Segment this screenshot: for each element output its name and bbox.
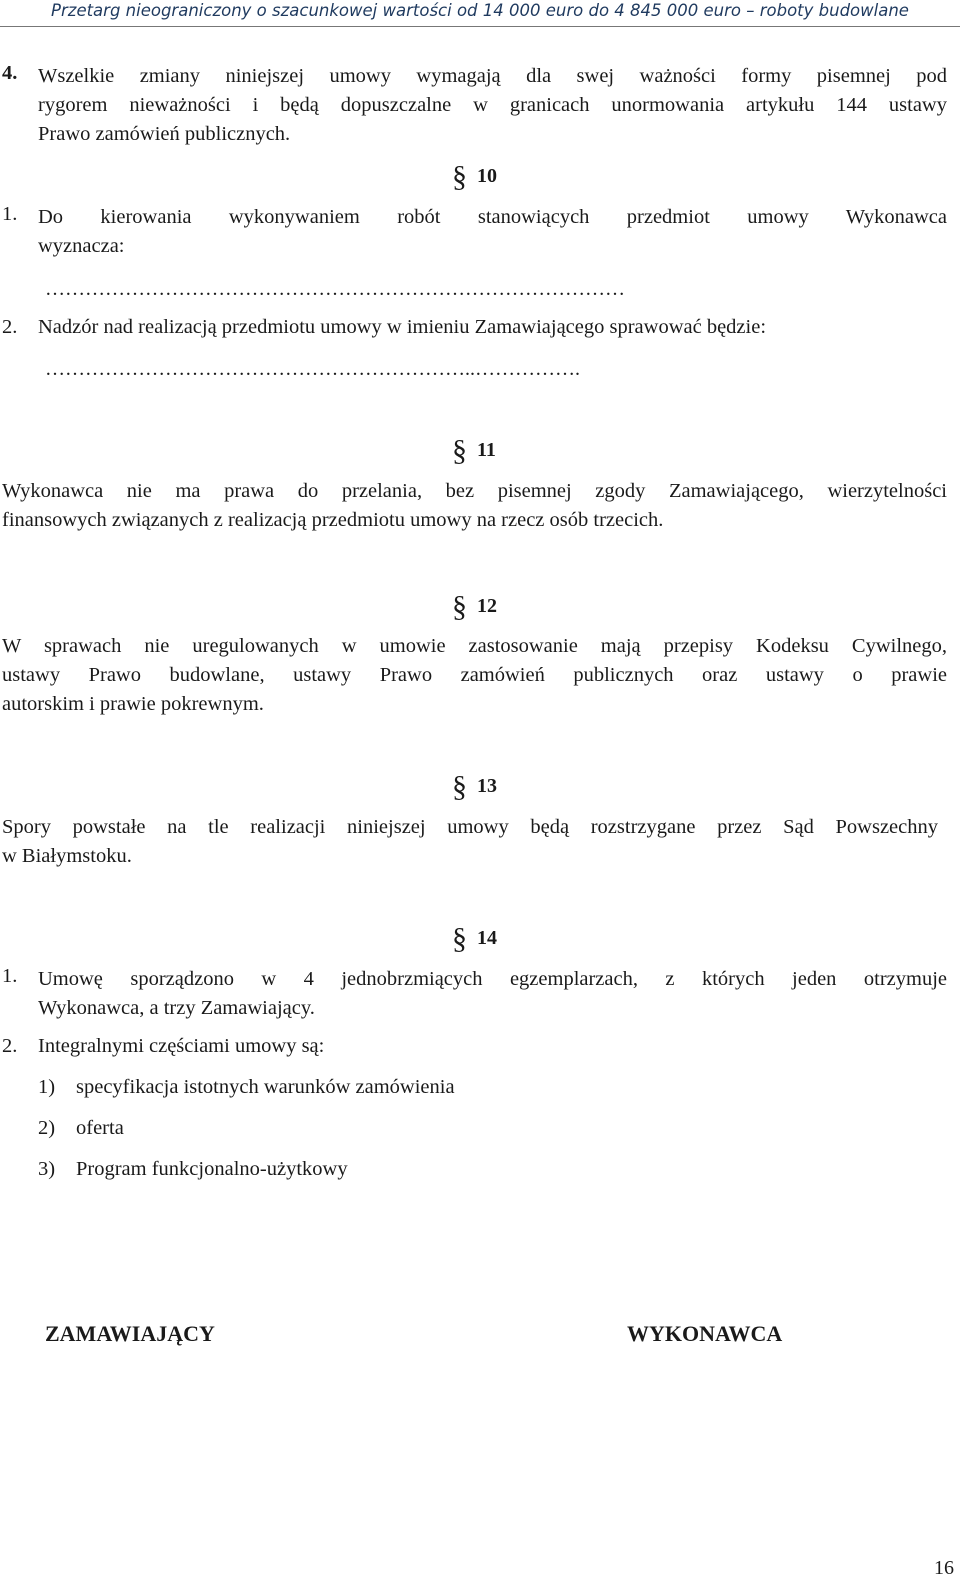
- signature-client: ZAMAWIAJĄCY: [45, 1321, 215, 1346]
- page-number: 16: [934, 1557, 954, 1579]
- section-mark: §: [452, 922, 467, 955]
- s11-line-2: finansowych związanych z realizacją przedmiotu umowy na rzecz osób trzecich.: [2, 509, 664, 531]
- s10-dots-2: ………………………………………………………..…………….: [45, 358, 580, 380]
- s12-paragraph: [2, 632, 947, 719]
- s14-item2-text: Integralnymi częściami umowy są:: [38, 1035, 325, 1057]
- s10-item1-number: 1.: [2, 203, 18, 225]
- s14-item1-paragraph: [38, 965, 947, 1023]
- section-13-heading: [452, 770, 497, 804]
- s14-item1-number: 1.: [2, 965, 18, 987]
- s14-subitem-2: [38, 1117, 124, 1140]
- signature-contractor: WYKONAWCA: [627, 1321, 783, 1346]
- p4-line-3: Prawo zamówień publicznych.: [38, 123, 291, 145]
- page-header: [0, 0, 960, 27]
- header-text: Przetarg nieograniczony o szacunkowej wartości od 14 000 euro do 4 845 000 euro – roboty budowlane: [51, 1, 909, 20]
- s14-subitem-2-text: oferta: [76, 1117, 124, 1139]
- s14-subitem-2-number: 2): [38, 1117, 56, 1139]
- s12-line-3: autorskim i prawie pokrewnym.: [2, 693, 264, 715]
- s13-paragraph: [2, 813, 938, 871]
- section-12-number: 12: [477, 595, 497, 617]
- s14-subitem-3: [38, 1158, 348, 1181]
- s10-dots-1: ……………………………………………………………………………: [45, 278, 625, 300]
- section-14-heading: [452, 922, 497, 956]
- s10-item1-paragraph: [38, 203, 947, 261]
- s11-paragraph: [2, 477, 947, 535]
- section-mark: §: [452, 434, 467, 467]
- p4-line-1: Wszelkie zmiany niniejszej umowy wymagają dla swej ważności formy pisemnej pod: [38, 65, 947, 87]
- s14-item1-line-2: Wykonawca, a trzy Zamawiający.: [38, 997, 315, 1019]
- section-12-heading: [452, 590, 497, 624]
- section-mark: §: [452, 770, 467, 803]
- section-11-heading: [452, 434, 496, 468]
- s14-subitem-3-number: 3): [38, 1158, 56, 1180]
- s13-line-1: Spory powstałe na tle realizacji niniejszej umowy będą rozstrzygane przez Sąd Powszechny: [2, 816, 938, 838]
- s12-line-2: ustawy Prawo budowlane, ustawy Prawo zamówień publicznych oraz ustawy o prawie: [2, 664, 947, 686]
- section-11-number: 11: [477, 439, 496, 461]
- s14-subitem-1-text: specyfikacja istotnych warunków zamówienia: [76, 1076, 455, 1098]
- s10-item1-line-2: wyznacza:: [38, 235, 125, 257]
- section-mark: §: [452, 160, 467, 193]
- s10-item1-line-1: Do kierowania wykonywaniem robót stanowiących przedmiot umowy Wykonawca: [38, 206, 947, 228]
- section-10-heading: [452, 160, 497, 194]
- section-10-number: 10: [477, 165, 497, 187]
- p4-line-2: rygorem nieważności i będą dopuszczalne w granicach unormowania artykułu 144 ustawy: [38, 94, 947, 116]
- s11-line-1: Wykonawca nie ma prawa do przelania, bez pisemnej zgody Zamawiającego, wierzytelności: [2, 480, 947, 502]
- p4-paragraph: [38, 62, 947, 149]
- s14-item1-line-1: Umowę sporządzono w 4 jednobrzmiących egzemplarzach, z których jeden otrzymuje: [38, 968, 947, 990]
- s13-line-2: w Białymstoku.: [2, 845, 132, 867]
- p4-number: 4.: [2, 62, 18, 84]
- s14-subitem-3-text: Program funkcjonalno-użytkowy: [76, 1158, 348, 1180]
- s10-item2-text: Nadzór nad realizacją przedmiotu umowy w imieniu Zamawiającego sprawować będzie:: [38, 316, 767, 338]
- s14-subitem-1: [38, 1076, 455, 1099]
- s12-line-1: W sprawach nie uregulowanych w umowie zastosowanie mają przepisy Kodeksu Cywilnego,: [2, 635, 947, 657]
- s10-item2-number: 2.: [2, 316, 18, 338]
- section-mark: §: [452, 590, 467, 623]
- section-14-number: 14: [477, 927, 497, 949]
- s14-subitem-1-number: 1): [38, 1076, 56, 1098]
- section-13-number: 13: [477, 775, 497, 797]
- s14-item2-number: 2.: [2, 1035, 18, 1057]
